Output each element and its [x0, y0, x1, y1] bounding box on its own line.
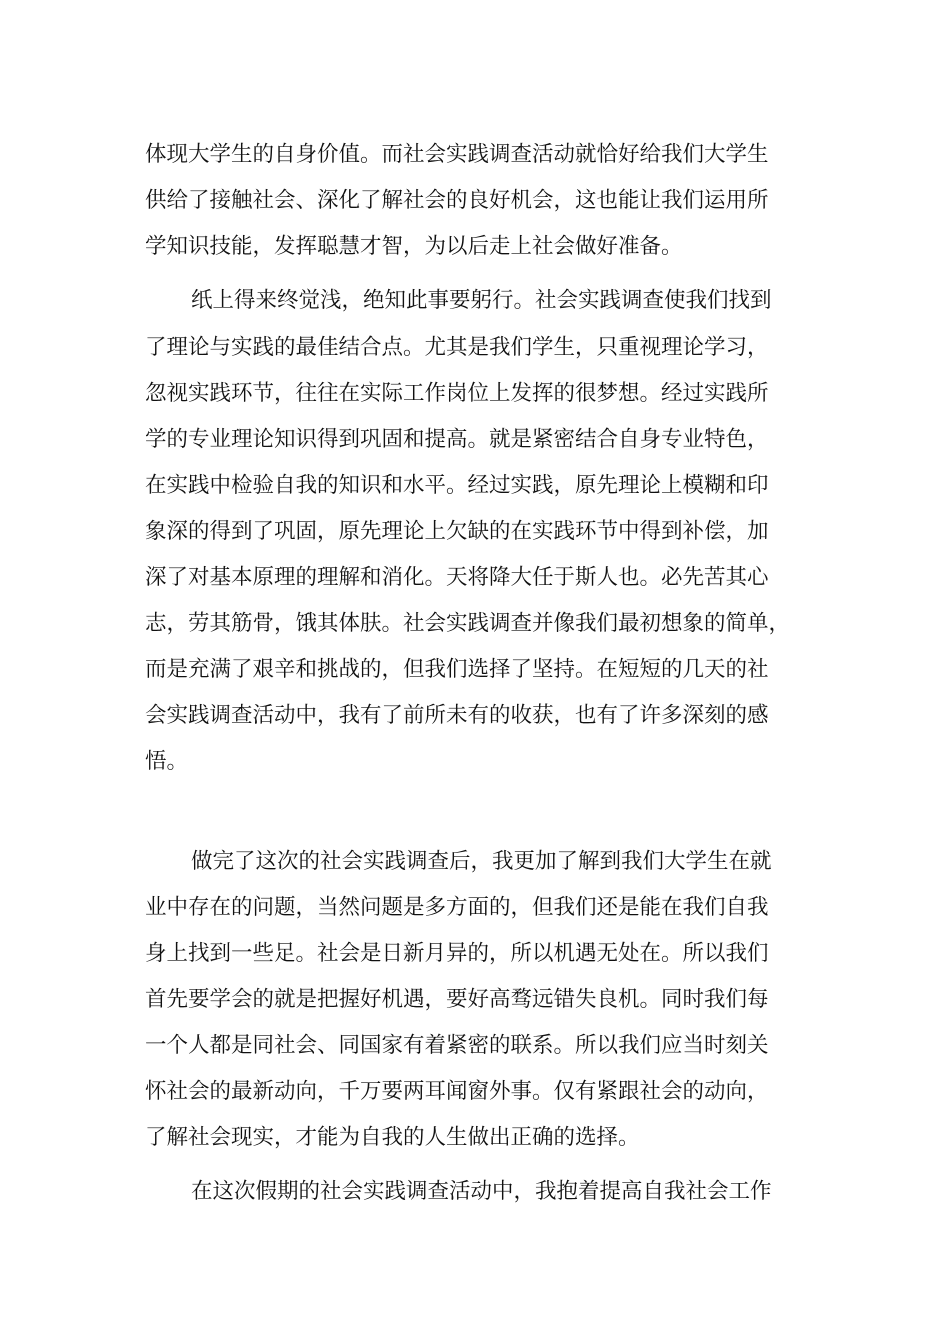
text-line: 学知识技能，发挥聪慧才智，为以后走上社会做好准备。 — [145, 234, 683, 259]
text-line: 身上找到一些足。社会是日新月异的，所以机遇无处在。所以我们 — [145, 941, 769, 966]
text-line: 体现大学生的自身价值。而社会实践调查活动就恰好给我们大学生 — [145, 142, 769, 167]
text-line: 学的专业理论知识得到巩固和提高。就是紧密结合自身专业特色， — [145, 427, 769, 452]
text-line: 忽视实践环节，往往在实际工作岗位上发挥的很梦想。经过实践所 — [145, 381, 769, 406]
text-line: 首先要学会的就是把握好机遇，要好高骛远错失良机。同时我们每 — [145, 987, 769, 1012]
text-line: 悟。 — [145, 749, 189, 774]
text-line: 而是充满了艰辛和挑战的，但我们选择了坚持。在短短的几天的社 — [145, 657, 769, 682]
text-line: 怀社会的最新动向，千万要两耳闻窗外事。仅有紧跟社会的动向， — [145, 1079, 769, 1104]
text-line: 了理论与实践的最佳结合点。尤其是我们学生，只重视理论学习， — [145, 335, 769, 360]
text-line: 供给了接触社会、深化了解社会的良好机会，这也能让我们运用所 — [145, 188, 769, 213]
paragraph-first-line: 纸上得来终觉浅，绝知此事要躬行。社会实践调查使我们找到 — [191, 288, 772, 313]
paragraph-first-line: 做完了这次的社会实践调查后，我更加了解到我们大学生在就 — [191, 849, 772, 874]
text-line: 在实践中检验自我的知识和水平。经过实践，原先理论上模糊和印 — [145, 473, 769, 498]
text-line: 了解社会现实，才能为自我的人生做出正确的选择。 — [145, 1125, 640, 1150]
text-line: 象深的得到了巩固，原先理论上欠缺的在实践环节中得到补偿，加 — [145, 519, 769, 544]
paragraph-first-line: 在这次假期的社会实践调查活动中，我抱着提高自我社会工作 — [191, 1179, 772, 1204]
text-line: 一个人都是同社会、同国家有着紧密的联系。所以我们应当时刻关 — [145, 1033, 769, 1058]
text-line: 志，劳其筋骨，饿其体肤。社会实践调查并像我们最初想象的简单， — [145, 611, 791, 636]
text-line: 深了对基本原理的理解和消化。天将降大任于斯人也。必先苦其心 — [145, 565, 769, 590]
text-line: 会实践调查活动中，我有了前所未有的收获，也有了许多深刻的感 — [145, 703, 769, 728]
text-line: 业中存在的问题，当然问题是多方面的，但我们还是能在我们自我 — [145, 895, 769, 920]
